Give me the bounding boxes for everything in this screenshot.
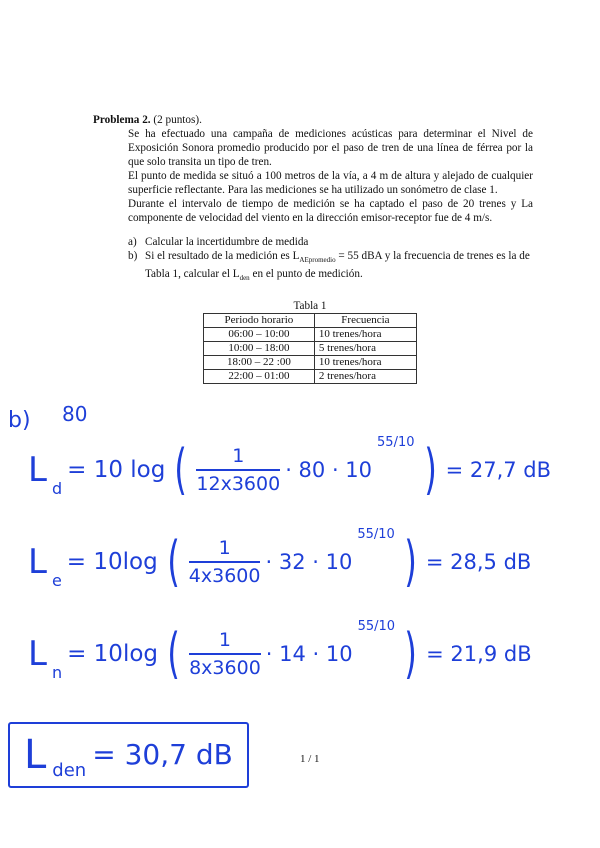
table-header-row — [204, 314, 417, 328]
close-paren: ) — [403, 530, 417, 593]
handwritten-note: 80 — [62, 402, 88, 426]
equation-le — [28, 522, 531, 602]
table-cell: 10 trenes/hora — [314, 328, 416, 342]
symbol-l: L — [28, 542, 47, 582]
page-number: 1 / 1 — [300, 753, 320, 765]
question-b-label: b) — [128, 250, 138, 262]
table-cell: 10:00 – 18:00 — [204, 342, 315, 356]
open-paren: ( — [166, 530, 180, 593]
product-term: · 80 · 10 — [285, 458, 373, 482]
table-cell: 2 trenes/hora — [314, 370, 416, 384]
fraction — [189, 536, 261, 588]
result-ln: = 21,9 dB — [426, 642, 532, 666]
problem-block — [93, 113, 533, 384]
numerator: 1 — [218, 629, 231, 651]
equation-ln — [28, 614, 532, 694]
question-a-text: Calcular la incertidumbre de medida — [145, 236, 309, 248]
table-cell: 5 trenes/hora — [314, 342, 416, 356]
symbol-l: L — [24, 732, 47, 778]
table-row — [204, 370, 417, 384]
question-b-text-3: en el punto de medición. — [249, 268, 363, 281]
question-b-text-2: = 55 dBA y la frecuencia de trenes es la de Tabla 1, calcular el L — [145, 250, 530, 281]
open-paren: ( — [174, 438, 188, 501]
question-b — [128, 249, 550, 285]
close-paren: ) — [423, 438, 437, 501]
symbol-l: L — [28, 634, 47, 674]
handwritten-label-b: b) — [8, 408, 31, 433]
problem-statement — [128, 127, 533, 225]
paragraph-2: El punto de medida se situó a 100 metros de la vía, a 4 m de altura y alejado de cualquier superficie reflectante. Para las mediciones se ha utilizado un sonómetro de clase 1. — [128, 170, 533, 196]
question-a — [128, 235, 550, 249]
denominator: 12x3600 — [196, 473, 281, 495]
subscript: den — [52, 760, 87, 781]
result-le: = 28,5 dB — [425, 550, 532, 574]
table-cell: 06:00 – 10:00 — [204, 328, 315, 342]
equation-ld — [28, 430, 551, 510]
subscript: d — [51, 479, 63, 498]
table-row — [204, 356, 417, 370]
exponent: 55/10 — [357, 527, 395, 542]
fraction — [196, 444, 280, 496]
paragraph-1: Se ha efectuado una campaña de mediciones acústicas para determinar el Nivel de Exposición Sonora promedio producido por el paso de tren de una línea de férrea por la que solo transita un tipo de tren. — [128, 128, 533, 168]
product-term: · 14 · 10 — [265, 642, 353, 666]
question-a-label: a) — [128, 236, 137, 248]
table-cell: 18:00 – 22 :00 — [204, 356, 315, 370]
problem-heading — [93, 113, 533, 127]
subscript: n — [51, 663, 63, 682]
equals-log: = 10log — [67, 641, 159, 667]
table-header: Frecuencia — [314, 314, 416, 328]
table-row — [204, 328, 417, 342]
equals-log: = 10log — [66, 549, 158, 575]
paragraph-3: Durante el intervalo de tiempo de medición se ha captado el paso de 20 trenes y La componente de velocidad del viento en la dirección emisor-receptor fue de 4 m/s. — [128, 198, 533, 224]
table-header: Periodo horario — [204, 314, 315, 328]
problem-title: Problema 2. — [93, 114, 151, 126]
question-b-sub: AEpromedio — [299, 256, 336, 265]
subscript: e — [51, 571, 62, 590]
result-ld: = 27,7 dB — [445, 458, 552, 482]
product-term: · 32 · 10 — [265, 550, 353, 574]
exponent: 55/10 — [357, 619, 396, 634]
denominator: 8x3600 — [189, 657, 261, 679]
numerator: 1 — [232, 445, 245, 467]
table-row — [204, 342, 417, 356]
denominator: 4x3600 — [188, 565, 261, 587]
final-result-box — [8, 722, 249, 788]
table-caption: Tabla 1 — [293, 300, 327, 313]
symbol-l: L — [28, 450, 47, 490]
question-b-sub-2: den — [239, 274, 250, 283]
fraction — [189, 628, 261, 680]
open-paren: ( — [167, 622, 180, 685]
numerator: 1 — [218, 537, 231, 559]
frequency-table — [203, 313, 417, 384]
exponent: 55/10 — [377, 435, 415, 450]
problem-points: (2 puntos). — [153, 114, 202, 126]
table-cell: 22:00 – 01:00 — [204, 370, 315, 384]
close-paren: ) — [404, 622, 417, 685]
question-b-text: Si el resultado de la medición es L — [145, 250, 300, 262]
table-block — [203, 299, 417, 384]
result-lden: = 30,7 dB — [92, 738, 233, 771]
equals-log: = 10 log — [67, 457, 166, 483]
table-cell: 10 trenes/hora — [314, 356, 416, 370]
